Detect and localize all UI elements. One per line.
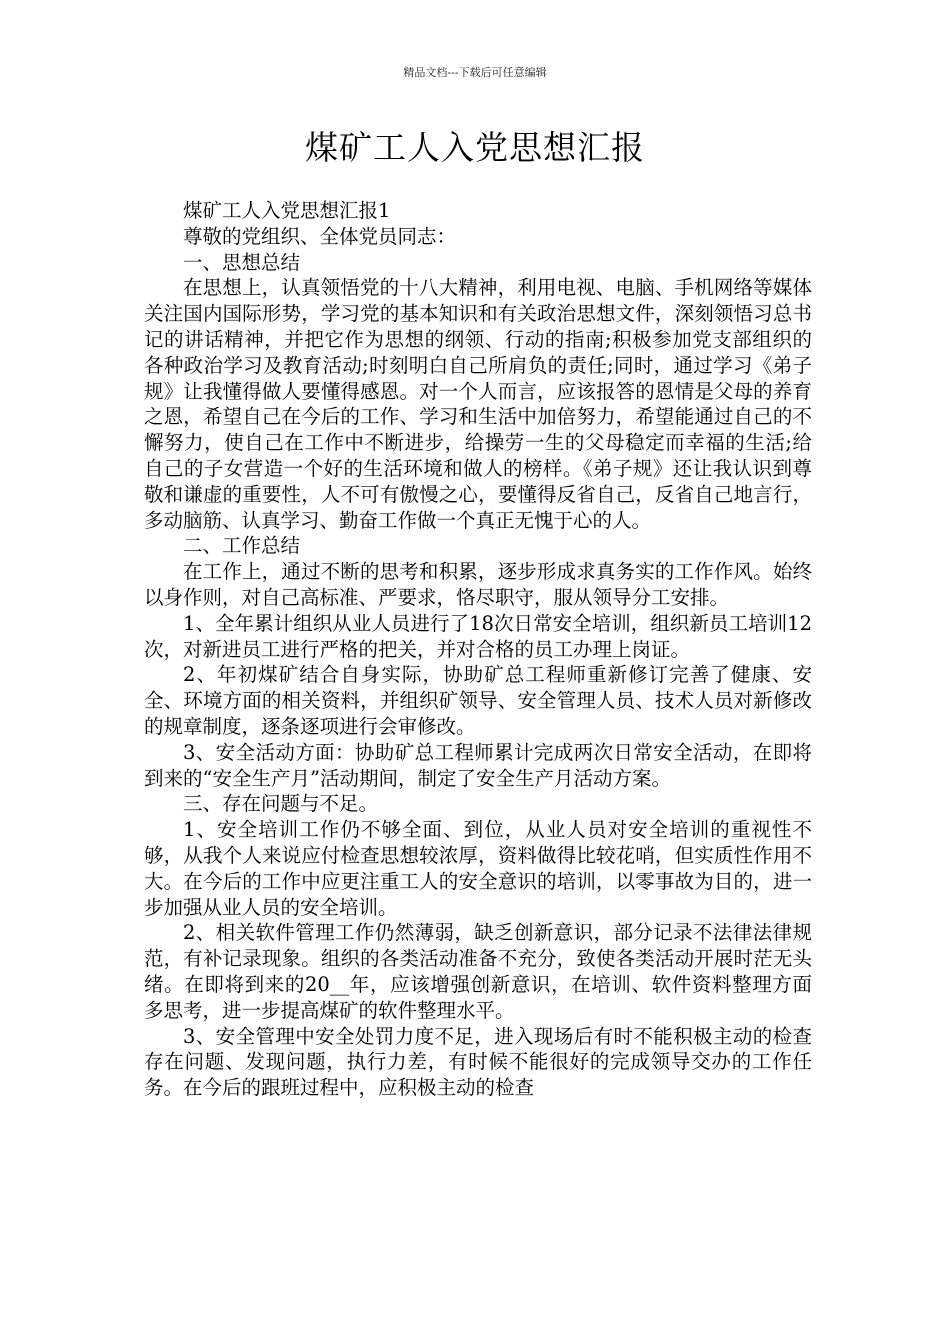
- section-heading-work: 二、工作总结: [183, 534, 301, 558]
- document-body: [144, 198, 812, 1101]
- report-subtitle: 煤矿工人入党思想汇报1: [183, 199, 391, 222]
- problem-item-1: 1、安全培训工作仍不够全面、到位，从业人员对安全培训的重视性不够，从我个人来说应付检查思想较浓厚，资料做得比较花哨，但实质性作用不大。在今后的工作中应更注重工人的安全意识的培训，以零事故为目的，进一步加强从业人员的安全培训。: [144, 818, 812, 919]
- problem-item-3: 3、安全管理中安全处罚力度不足，进入现场后有时不能积极主动的检查存在问题、发现问题，执行力差，有时候不能很好的完成领导交办的工作任务。在今后的跟班过程中，应积极主动的检查: [144, 1024, 812, 1100]
- paragraph-work-intro: 在工作上，通过不断的思考和积累，逐步形成求真务实的工作作风。始终以身作则，对自己高标准、严要求，恪尽职守，服从领导分工安排。: [144, 560, 812, 609]
- salutation: 尊敬的党组织、全体党员同志：: [183, 224, 457, 248]
- section-heading-thought: 一、思想总结: [183, 250, 301, 274]
- section-heading-problems: 三、存在问题与不足。: [183, 792, 379, 816]
- problem-item-2: 2、相关软件管理工作仍然薄弱，缺乏创新意识，部分记录不法律法律规范，有补记录现象。组织的各类活动准备不充分，致使各类活动开展时茫无头绪。在即将到来的20__年，应该增强创新意识，在培训、软件资料整理方面多思考，进一步提高煤矿的软件整理水平。: [144, 921, 812, 1022]
- work-item-1: 1、全年累计组织从业人员进行了18次日常安全培训，组织新员工培训12次，对新进员工进行严格的把关，并对合格的员工办理上岗证。: [144, 611, 812, 661]
- work-item-2: 2、年初煤矿结合自身实际，协助矿总工程师重新修订完善了健康、安全、环境方面的相关资料，并组织矿领导、安全管理人员、技术人员对新修改的规章制度，逐条逐项进行会审修改。: [144, 663, 812, 738]
- page-header-note: 精品文档---下载后可任意编辑: [403, 66, 547, 79]
- document-title: 煤矿工人入党思想汇报: [305, 128, 645, 167]
- work-item-3: 3、安全活动方面：协助矿总工程师累计完成两次日常安全活动，在即将到来的“安全生产月”活动期间，制定了安全生产月活动方案。: [144, 740, 812, 790]
- paragraph-thought-summary: 在思想上，认真领悟党的十八大精神，利用电视、电脑、手机网络等媒体关注国内国际形势，学习党的基本知识和有关政治思想文件，深刻领悟习总书记的讲话精神，并把它作为思想的纲领、行动的指南;积极参加党支部组织的各种政治学习及教育活动;时刻明白自己所肩负的责任;同时，通过学习《弟子规》让我懂得做人要懂得感恩。对一个人而言，应该报答的恩情是父母的养育之恩，希望自己在今后的工作、学习和生活中加倍努力，希望能通过自己的不懈努力，使自己在工作中不断进步，给操劳一生的父母稳定而幸福的生活;给自己的子女营造一个好的生活环境和做人的榜样。《弟子规》还让我认识到尊敬和谦虚的重要性，人不可有傲慢之心，要懂得反省自己，反省自己地言行，多动脑筋、认真学习、勤奋工作做一个真正无愧于心的人。: [144, 276, 812, 532]
